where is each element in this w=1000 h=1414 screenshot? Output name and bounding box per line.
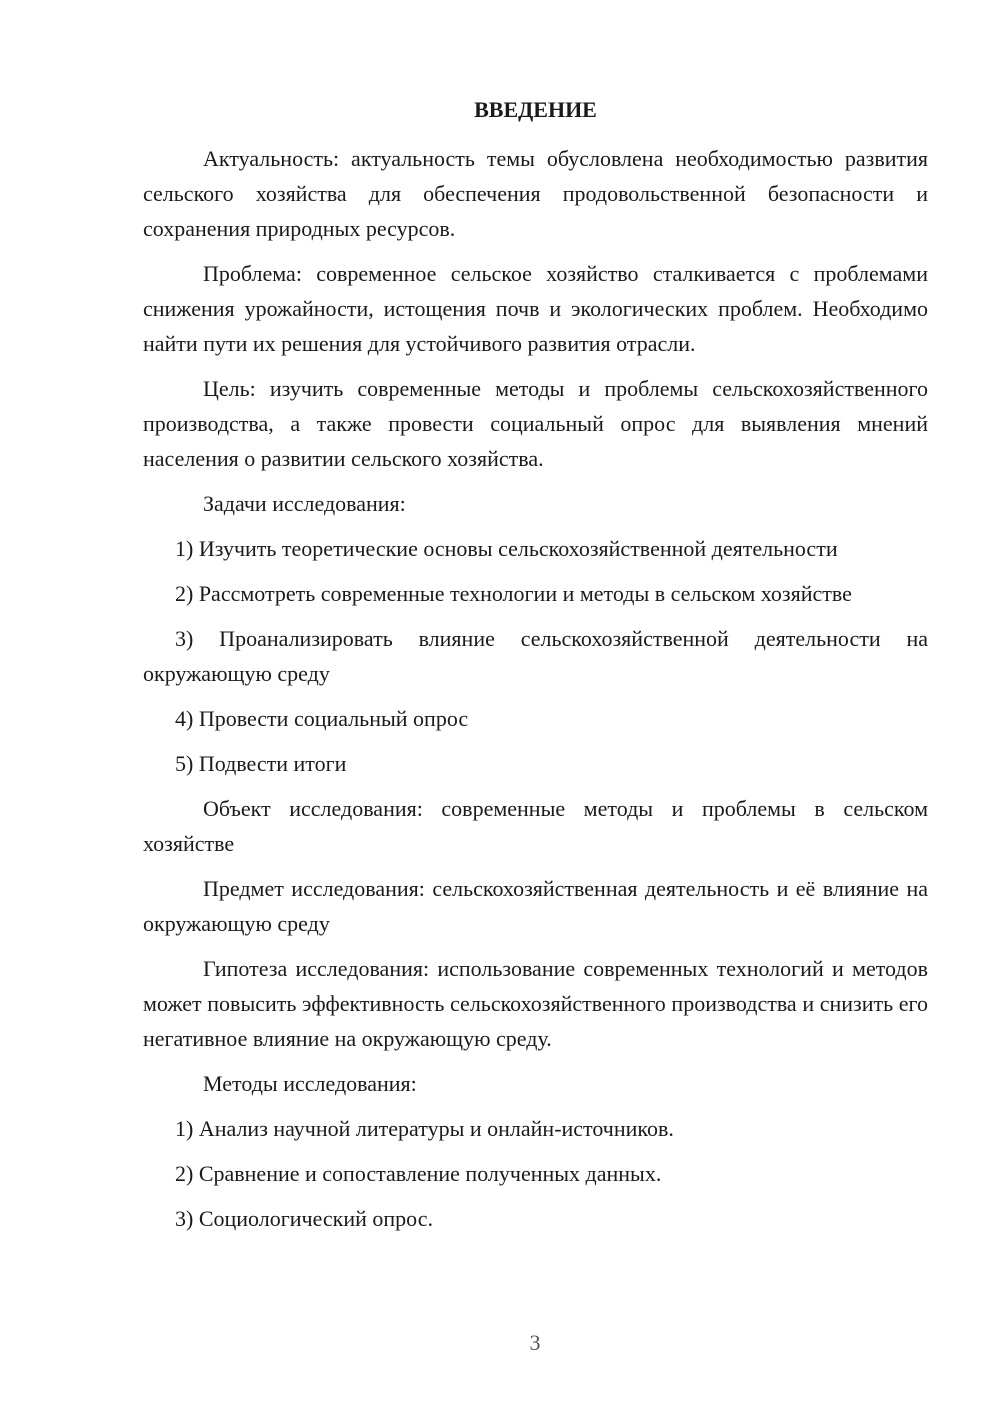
- document-page: [143, 95, 928, 1246]
- section-title: ВВЕДЕНИЕ: [474, 97, 597, 122]
- task-item-5: 5) Подвести итоги: [175, 751, 347, 776]
- object-paragraph: Объект исследования: современные методы и проблемы в сельском хозяйстве: [143, 796, 928, 856]
- method-item-1: 1) Анализ научной литературы и онлайн-источников.: [175, 1116, 674, 1141]
- tasks-heading: Задачи исследования:: [203, 491, 406, 516]
- hypothesis-paragraph: Гипотеза исследования: использование современных технологий и методов может повысить эффективность сельскохозяйственного производства и снизить его негативное влияние на окружающую среду.: [143, 956, 928, 1051]
- relevance-paragraph: Актуальность: актуальность темы обусловлена необходимостью развития сельского хозяйства для обеспечения продовольственной безопасности и сохранения природных ресурсов.: [143, 146, 928, 241]
- page-number: 3: [529, 1330, 541, 1355]
- task-item-4: 4) Провести социальный опрос: [175, 706, 469, 731]
- subject-paragraph: Предмет исследования: сельскохозяйственная деятельность и её влияние на окружающую среду: [143, 876, 928, 936]
- methods-heading: Методы исследования:: [203, 1071, 417, 1096]
- problem-paragraph: Проблема: современное сельское хозяйство сталкивается с проблемами снижения урожайности, истощения почв и экологических проблем. Необходимо найти пути их решения для устойчивого развития отрасли.: [143, 261, 928, 356]
- task-item-1: 1) Изучить теоретические основы сельскохозяйственной деятельности: [175, 536, 838, 561]
- goal-paragraph: Цель: изучить современные методы и проблемы сельскохозяйственного производства, а также провести социальный опрос для выявления мнений населения о развитии сельского хозяйства.: [143, 376, 928, 471]
- method-item-2: 2) Сравнение и сопоставление полученных данных.: [175, 1161, 662, 1186]
- method-item-3: 3) Социологический опрос.: [175, 1206, 433, 1231]
- task-item-3: 3) Проанализировать влияние сельскохозяйственной деятельности на окружающую среду: [143, 626, 928, 686]
- task-item-2: 2) Рассмотреть современные технологии и методы в сельском хозяйстве: [175, 581, 852, 606]
